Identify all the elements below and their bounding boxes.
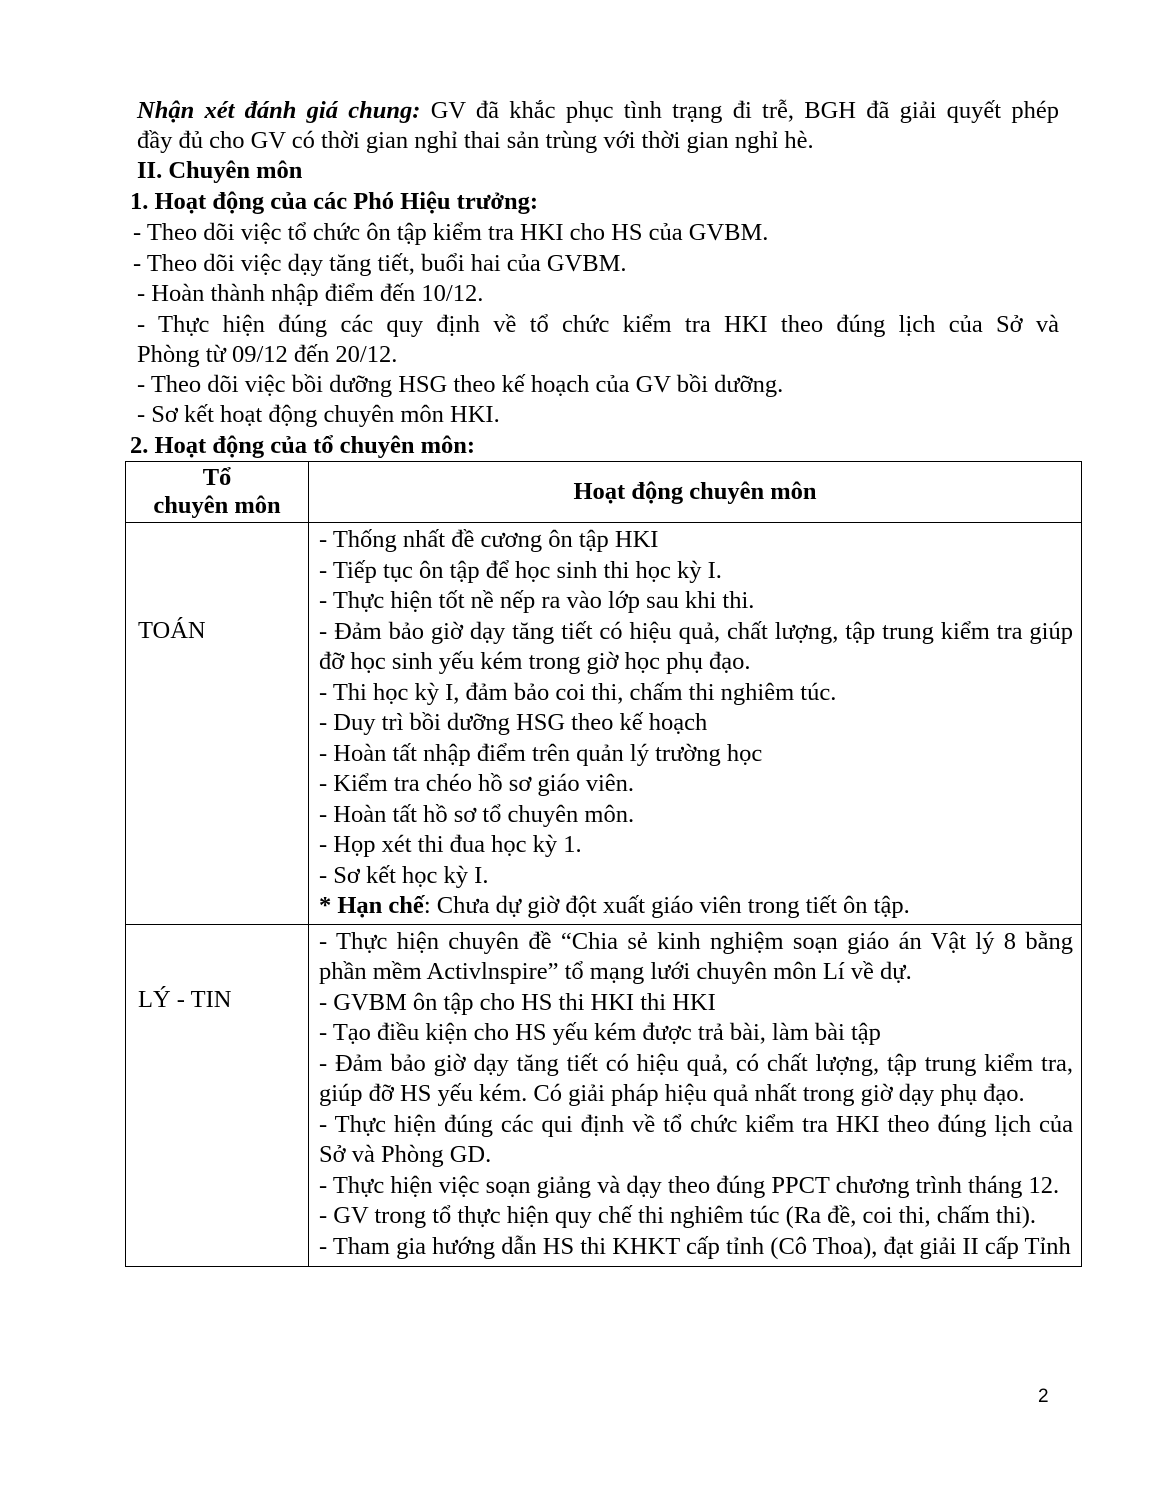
activity-item: - Thống nhất đề cương ôn tập HKI xyxy=(319,526,659,553)
activity-item: - Hoàn tất nhập điểm trên quản lý trường học xyxy=(319,739,763,767)
section-heading: II. Chuyên môn xyxy=(137,157,303,184)
vp-item: - Thực hiện đúng các quy định về tổ chức kiểm tra HKI theo đúng lịch của Sở và xyxy=(137,311,1059,338)
activity-item: - Tạo điều kiện cho HS yếu kém được trả bài, làm bài tập xyxy=(319,1019,881,1046)
subsection2-heading: 2. Hoạt động của tổ chuyên môn: xyxy=(130,432,476,459)
summary-paragraph xyxy=(137,96,1059,126)
subsection1-heading: 1. Hoạt động của các Phó Hiệu trưởng: xyxy=(130,188,539,215)
activity-item: - Duy trì bồi dưỡng HSG theo kế hoạch xyxy=(319,709,708,736)
vp-item: - Hoàn thành nhập điểm đến 10/12. xyxy=(137,280,484,307)
table-row xyxy=(126,924,1082,1267)
table-header-row xyxy=(126,462,1082,523)
activity-item: - GVBM ôn tập cho HS thi HKI thi HKI xyxy=(319,988,716,1016)
activity-item: - GV trong tổ thực hiện quy chế thi nghiêm túc (Ra đề, coi thi, chấm thi). xyxy=(319,1202,1037,1229)
activity-item: - Thi học kỳ I, đảm bảo coi thi, chấm thi nghiêm túc. xyxy=(319,678,837,706)
activity-item: - Thực hiện việc soạn giảng và dạy theo đúng PPCT chương trình tháng 12. xyxy=(319,1171,1060,1199)
summary-label: Nhận xét đánh giá chung: xyxy=(137,97,421,124)
summary-text-line2: đầy đủ cho GV có thời gian nghỉ thai sản trùng với thời gian nghỉ hè. xyxy=(137,127,814,154)
col1-header-line1: Tổ xyxy=(202,464,232,491)
summary-text: GV đã khắc phục tình trạng đi trễ, BGH đã giải quyết phép xyxy=(420,97,1059,124)
dept-name-toan: TOÁN xyxy=(126,523,309,925)
activity-item: - Hoàn tất hồ sơ tổ chuyên môn. xyxy=(319,800,635,828)
vp-item: - Sơ kết hoạt động chuyên môn HKI. xyxy=(137,401,500,428)
limitation-note xyxy=(319,891,1073,922)
col1-header-line2: chuyên môn xyxy=(153,492,281,519)
department-activities-table xyxy=(125,461,1082,1267)
activity-item: - Thực hiện tốt nề nếp ra vào lớp sau khi thi. xyxy=(319,587,755,614)
page-number: 2 xyxy=(1038,1386,1049,1407)
vp-item: - Theo dõi việc dạy tăng tiết, buổi hai của GVBM. xyxy=(133,250,627,277)
vp-item-cont: Phòng từ 09/12 đến 20/12. xyxy=(137,341,398,368)
dept-activities-ly-tin xyxy=(309,924,1082,1267)
activity-item: - Thực hiện chuyên đề “Chia sẻ kinh nghiệm soạn giáo án Vật lý 8 bằng phần mềm Activlnspire” tổ mạng lưới chuyên môn Lí về dự. xyxy=(319,927,1073,985)
dept-name-ly-tin: LÝ - TIN xyxy=(126,924,309,1267)
vp-item: - Theo dõi việc bồi dưỡng HSG theo kế hoạch của GV bồi dưỡng. xyxy=(137,371,784,398)
limitation-text: : Chưa dự giờ đột xuất giáo viên trong tiết ôn tập. xyxy=(423,892,910,919)
activity-item: - Tham gia hướng dẫn HS thi KHKT cấp tỉnh (Cô Thoa), đạt giải II cấp Tỉnh xyxy=(319,1232,1071,1260)
activity-item: - Kiểm tra chéo hồ sơ giáo viên. xyxy=(319,770,635,797)
activity-item: - Đảm bảo giờ dạy tăng tiết có hiệu quả, chất lượng, tập trung kiểm tra giúp đỡ học sinh yếu kém trong giờ học phụ đạo. xyxy=(319,617,1073,675)
activity-item: - Tiếp tục ôn tập để học sinh thi học kỳ I. xyxy=(319,556,722,584)
col1-header xyxy=(126,462,309,523)
limitation-label: * Hạn chế xyxy=(319,892,424,919)
activity-item: - Họp xét thi đua học kỳ 1. xyxy=(319,831,582,858)
col2-header: Hoạt động chuyên môn xyxy=(309,462,1082,523)
activity-item: - Đảm bảo giờ dạy tăng tiết có hiệu quả, có chất lượng, tập trung kiểm tra, giúp đỡ HS yếu kém. Có giải pháp hiệu quả nhất trong giờ dạy phụ đạo. xyxy=(319,1049,1073,1107)
vp-item: - Theo dõi việc tổ chức ôn tập kiểm tra HKI cho HS của GVBM. xyxy=(133,219,769,246)
table-row xyxy=(126,523,1082,925)
activity-item: - Sơ kết học kỳ I. xyxy=(319,861,489,889)
dept-activities-toan xyxy=(309,523,1082,925)
activity-item: - Thực hiện đúng các qui định về tổ chức kiểm tra HKI theo đúng lịch của Sở và Phòng GD. xyxy=(319,1110,1073,1168)
